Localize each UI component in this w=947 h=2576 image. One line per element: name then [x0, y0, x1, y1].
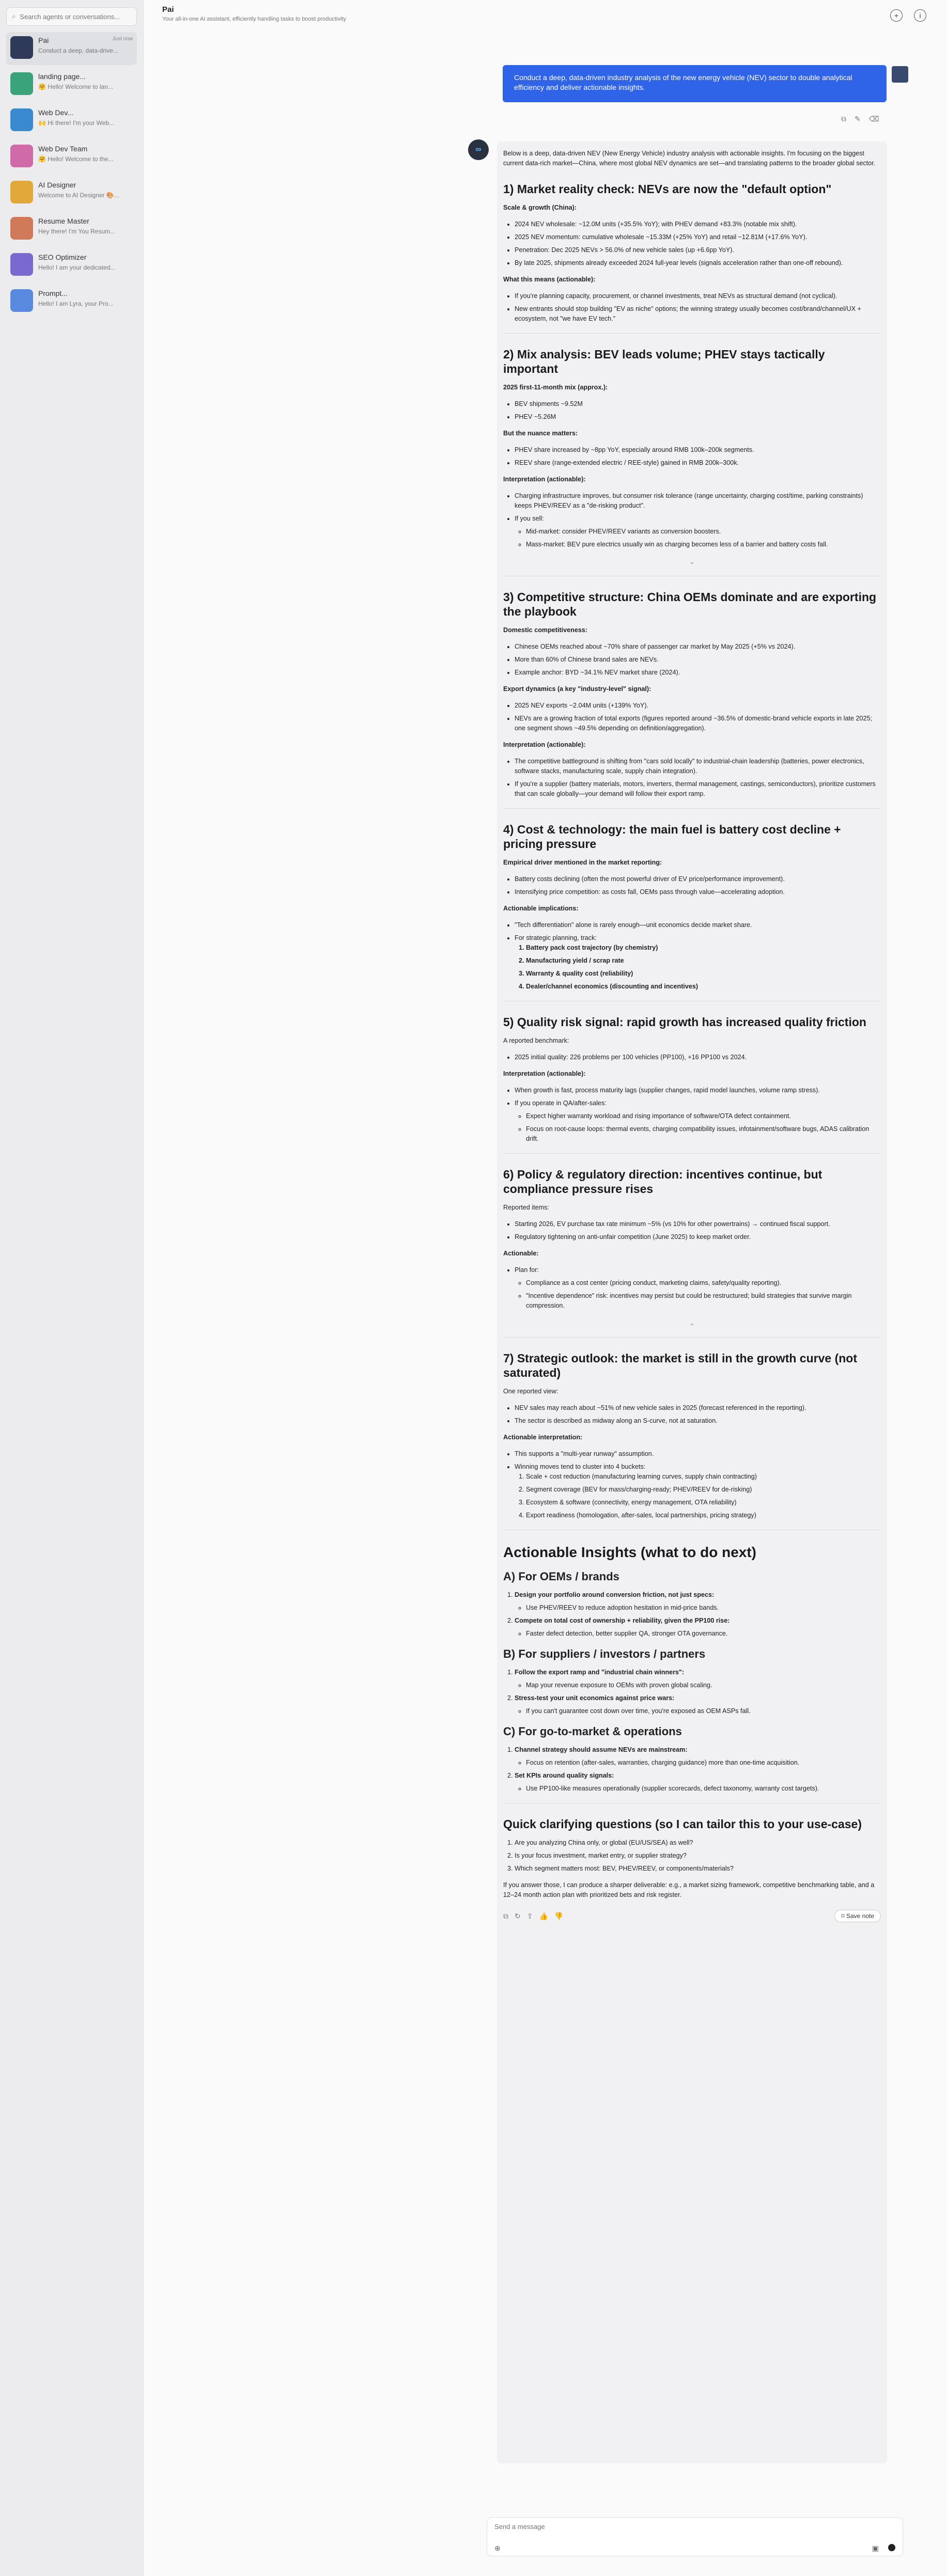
list-item: • REEV share (range-extended electric / REE-style) gained in RMB 200k–300k. [515, 458, 881, 468]
numbered-list [515, 1668, 881, 1716]
thumbs-up-icon[interactable]: 👍 [539, 1911, 548, 1920]
bullet-list [515, 701, 881, 733]
section-label: Actionable: [503, 1250, 539, 1257]
list-item: • Intensifying price competition: as costs fall, OEMs pass through value—accelerating adoption. [515, 887, 881, 897]
section-label: Actionable implications: [503, 905, 579, 912]
list-item [515, 1462, 881, 1520]
list-item: ◦ Mass-market: BEV pure electrics usually win as charging becomes less of a barrier and battery costs fall. [526, 540, 881, 549]
agent-name: SEO Optimizer [38, 253, 87, 261]
list-item: 1. Scale + cost reduction (manufacturing learning curves, supply chain contracting) [526, 1472, 881, 1482]
section-label: But the nuance matters: [503, 430, 578, 437]
list-item: • New entrants should stop building "EV as niche" options; the winning strategy usually becomes cost/brand/channel/UX + ecosystem, not "we have EV tech." [515, 304, 881, 324]
bullet-list [515, 920, 881, 992]
insight-main: Design your portfolio around conversion friction, not just specs: [515, 1591, 715, 1598]
list-item: • The competitive battleground is shifting from "cars sold locally" to industrial-chain leadership (batteries, power electronics, software stacks, manufacturing scale, supply chain integration). [515, 757, 881, 776]
section-label: Interpretation (actionable): [503, 476, 586, 483]
numbered-list [515, 1838, 881, 1874]
section-label: Empirical driver mentioned in the market reporting: [503, 859, 662, 866]
list-item: • NEVs are a growing fraction of total exports (figures reported around ~36.5% of domestic-brand vehicle exports in late 2025; one segment shows ~49.5% depending on definition/aggregation). [515, 714, 881, 733]
agent-name: Pai [38, 36, 49, 44]
list-item [515, 1771, 881, 1794]
send-button[interactable] [888, 2544, 895, 2551]
agent-name: Resume Master [38, 217, 89, 225]
image-icon[interactable]: ▣ [872, 2544, 879, 2552]
list-item: 3. Warranty & quality cost (reliability) [526, 969, 881, 979]
bullet-list [515, 491, 881, 549]
sidebar-item[interactable] [6, 140, 137, 174]
insight-main: Stress-test your unit economics against price wars: [515, 1694, 675, 1702]
insight-b-title: B) For suppliers / investors / partners [503, 1647, 706, 1660]
bullet-list [515, 874, 881, 897]
bullet-list [515, 1219, 881, 1242]
sub-item: ◦ Use PHEV/REEV to reduce adoption hesitation in mid-price bands. [526, 1603, 881, 1613]
bullet-list [515, 1449, 881, 1520]
attach-icon[interactable]: ⊕ [494, 2544, 501, 2552]
section-label: Interpretation (actionable): [503, 1070, 586, 1077]
list-item [515, 1745, 881, 1768]
questions-title: Quick clarifying questions (so I can tailor this to your use-case) [503, 1817, 862, 1831]
section-7-title: 7) Strategic outlook: the market is still in the growth curve (not saturated) [503, 1352, 857, 1379]
list-item: • 2024 NEV wholesale: ~12.0M units (+35.5% YoY); with PHEV demand +83.3% (notable mix shift). [515, 219, 881, 229]
sub-item: ◦ Map your revenue exposure to OEMs with proven global scaling. [526, 1680, 881, 1690]
sidebar-item[interactable] [6, 177, 137, 210]
numbered-list [526, 1472, 881, 1520]
conversation-preview: Hello! I am Lyra, your Pro... [38, 300, 114, 307]
section-label: Actionable interpretation: [503, 1434, 583, 1441]
section-2-title: 2) Mix analysis: BEV leads volume; PHEV stays tactically important [503, 348, 825, 375]
list-item: • 2025 NEV exports ~2.04M units (+139% YoY). [515, 701, 881, 711]
insight-a-title: A) For OEMs / brands [503, 1570, 619, 1583]
sub-item: ◦ Faster defect detection, better supplier QA, stronger OTA governance. [526, 1629, 881, 1639]
section-6-title: 6) Policy & regulatory direction: incentives continue, but compliance pressure rises [503, 1168, 822, 1196]
conversation-preview: 🤗 Hello! Welcome to the... [38, 155, 114, 163]
conversation-preview: Hello! I am your dedicated... [38, 264, 116, 271]
list-item: ◦ Compliance as a cost center (pricing conduct, marketing claims, safety/quality reporting). [526, 1278, 881, 1288]
new-chat-button[interactable] [890, 9, 903, 22]
list-item: • Penetration: Dec 2025 NEVs > 56.0% of new vehicle sales (up +6.6pp YoY). [515, 245, 881, 255]
search-icon: ⌕ [12, 12, 16, 20]
answer-tools [503, 1908, 881, 1924]
agent-avatar [10, 217, 33, 240]
list-item [515, 514, 881, 549]
list-item: 2. Manufacturing yield / scrap rate [526, 956, 881, 966]
list-item: • By late 2025, shipments already exceeded 2024 full-year levels (signals acceleration rather than one-off rebound). [515, 258, 881, 268]
agent-avatar [10, 145, 33, 167]
list-item: • PHEV share increased by ~8pp YoY, especially around RMB 100k–200k segments. [515, 445, 881, 455]
bullet-list [515, 1403, 881, 1426]
insight-main: Set KPIs around quality signals: [515, 1772, 614, 1779]
outro-text: If you answer those, I can produce a sharper deliverable: e.g., a market sizing framework, competitive benchmarking table, and a 12–24 month action plan with prioritized bets and risk register. [503, 1881, 875, 1898]
plus-icon: + [894, 11, 899, 20]
sidebar-item[interactable] [6, 104, 137, 137]
section-label: 2025 first-11-month mix (approx.): [503, 384, 608, 391]
list-item: 1. Are you analyzing China only, or global (EU/US/SEA) as well? [515, 1838, 881, 1848]
sidebar-item[interactable] [6, 68, 137, 101]
sub-item: ◦ Use PP100-like measures operationally (supplier scorecards, defect taxonomy, warranty cost targets). [526, 1784, 881, 1794]
list-item: • "Tech differentiation" alone is rarely enough—unit economics decide market share. [515, 920, 881, 930]
section-label: A reported benchmark: [503, 1037, 569, 1044]
section-label: One reported view: [503, 1388, 558, 1395]
agent-avatar [10, 253, 33, 276]
list-item: ◦ Expect higher warranty workload and rising importance of software/OTA defect containment. [526, 1111, 881, 1121]
chat-title: Pai [162, 5, 174, 14]
thumbs-down-icon[interactable]: 👎 [554, 1911, 564, 1920]
list-item: • 2025 NEV momentum: cumulative wholesale ~15.33M (+25% YoY) and retail ~12.81M (+17.6% YoY). [515, 232, 881, 242]
conversation-preview: 🤗 Hello! Welcome to lan... [38, 83, 113, 90]
agent-name: Prompt... [38, 289, 68, 297]
agent-name: AI Designer [38, 181, 76, 189]
list-item: 1. Battery pack cost trajectory (by chemistry) [526, 943, 881, 953]
conversation-list [6, 32, 137, 318]
chat-header [144, 0, 947, 29]
copy-icon[interactable]: ⧉ [841, 115, 846, 123]
scroll-down-icon[interactable]: ⌄ [689, 1319, 695, 1327]
section-label: Scale & growth (China): [503, 204, 577, 211]
user-message-tools [841, 115, 879, 123]
list-item: • BEV shipments ~9.52M [515, 399, 881, 409]
sidebar-item[interactable] [6, 285, 137, 318]
bullet-list [515, 1086, 881, 1144]
section-label: Interpretation (actionable): [503, 741, 586, 748]
sidebar-item[interactable] [6, 213, 137, 246]
list-label: If you sell: [515, 515, 544, 522]
save-note-button[interactable] [834, 1910, 881, 1922]
insight-main: Channel strategy should assume NEVs are mainstream: [515, 1746, 688, 1753]
list-item: 2. Is your focus investment, market entry, or supplier strategy? [515, 1851, 881, 1861]
list-item: • This supports a "multi-year runway" assumption. [515, 1449, 881, 1459]
bullet-list [515, 1053, 881, 1062]
list-item: • Example anchor: BYD ~34.1% NEV market share (2024). [515, 668, 881, 678]
insight-main: Follow the export ramp and "industrial chain winners": [515, 1669, 685, 1676]
list-item: ◦ Mid-market: consider PHEV/REEV variants as conversion boosters. [526, 527, 881, 537]
list-item: • 2025 initial quality: 226 problems per 100 vehicles (PP100), +16 PP100 vs 2024. [515, 1053, 881, 1062]
agent-avatar [10, 289, 33, 312]
agent-name: landing page... [38, 72, 86, 81]
section-3-title: 3) Competitive structure: China OEMs dominate and are exporting the playbook [503, 590, 877, 618]
intro-text: Below is a deep, data-driven NEV (New Energy Vehicle) industry analysis with actionable insights. I'm focusing on the biggest current data-rich market—China, where most global NEV dynamics are set—and translating patterns to the broader global sector. [503, 150, 876, 167]
assistant-answer [497, 142, 887, 2463]
section-label: Export dynamics (a key "industry-level" signal): [503, 685, 651, 693]
bookmark-icon: ⌑ [841, 1912, 846, 1920]
list-item: • More than 60% of Chinese brand sales are NEVs. [515, 655, 881, 665]
bullet-list [515, 445, 881, 468]
list-label: Winning moves tend to cluster into 4 buckets: [515, 1463, 646, 1470]
list-item: • Regulatory tightening on anti-unfair competition (June 2025) to keep market order. [515, 1232, 881, 1242]
bullet-list [515, 1265, 881, 1311]
sidebar [0, 0, 144, 2576]
list-item: 2. Segment coverage (BEV for mass/charging-ready; PHEV/REEV for de-risking) [526, 1485, 881, 1495]
list-item: 4. Export readiness (homologation, after-sales, local partnerships, pricing strategy) [526, 1511, 881, 1520]
list-item [515, 1590, 881, 1613]
list-item [515, 1668, 881, 1690]
sub-item: ◦ If you can't guarantee cost down over time, you're exposed as OEM ASPs fall. [526, 1706, 881, 1716]
list-item [515, 1265, 881, 1311]
agent-avatar [10, 36, 33, 59]
actionable-insights-title: Actionable Insights (what to do next) [503, 1544, 756, 1560]
sub-list [526, 1111, 881, 1144]
user-avatar [892, 66, 908, 83]
agent-name: Web Dev... [38, 108, 73, 117]
list-item [515, 933, 881, 992]
info-icon: i [919, 11, 921, 20]
regenerate-icon[interactable]: ↻ [515, 1911, 521, 1920]
list-item: • NEV sales may reach about ~51% of new vehicle sales in 2025 (forecast referenced in the reporting). [515, 1403, 881, 1413]
bullet-list [515, 642, 881, 678]
agent-avatar [10, 72, 33, 95]
assistant-avatar: ∞ [468, 139, 489, 160]
section-label: Domestic competitiveness: [503, 626, 588, 634]
agent-name: Web Dev Team [38, 145, 88, 153]
section-label: Reported items: [503, 1204, 549, 1211]
insight-main: Compete on total cost of ownership + reliability, given the PP100 rise: [515, 1617, 730, 1624]
save-note-label: Save note [846, 1912, 874, 1920]
list-item: 4. Dealer/channel economics (discounting and incentives) [526, 982, 881, 992]
insight-c-title: C) For go-to-market & operations [503, 1725, 682, 1738]
sub-list [526, 527, 881, 549]
numbered-list [526, 943, 881, 992]
list-item [515, 1616, 881, 1639]
list-item: • The sector is described as midway along an S-curve, not at saturation. [515, 1416, 881, 1426]
timestamp: Just now [112, 36, 133, 42]
list-item: • Chinese OEMs reached about ~70% share of passenger car market by May 2025 (+5% vs 2024). [515, 642, 881, 652]
scroll-down-icon[interactable]: ⌄ [689, 558, 695, 566]
search-input[interactable] [20, 13, 131, 21]
list-item [515, 1693, 881, 1716]
list-item: • Starting 2026, EV purchase tax rate minimum ~5% (vs 10% for other powertrains) → continued fiscal support. [515, 1219, 881, 1229]
list-item: • Charging infrastructure improves, but consumer risk tolerance (range uncertainty, charging cost/time, parking constraints) keeps PHEV/REEV as a "de-risking product". [515, 491, 881, 511]
list-item: • If you're planning capacity, procurement, or channel investments, treat NEVs as structural demand (not cyclical). [515, 291, 881, 301]
sub-list [526, 1278, 881, 1311]
bullet-list [515, 291, 881, 324]
agent-avatar [10, 108, 33, 131]
list-item: • Battery costs declining (often the most powerful driver of EV price/performance improvement). [515, 874, 881, 884]
list-item: • PHEV ~5.26M [515, 412, 881, 422]
section-4-title: 4) Cost & technology: the main fuel is battery cost decline + pricing pressure [503, 823, 841, 851]
section-label: What this means (actionable): [503, 276, 596, 283]
share-icon[interactable]: ⇪ [526, 1911, 533, 1920]
numbered-list [515, 1745, 881, 1794]
list-label: If you operate in QA/after-sales: [515, 1099, 607, 1107]
list-item: ◦ Focus on root-cause loops: thermal events, charging compatibility issues, infotainment/software bugs, ADAS calibration drift. [526, 1124, 881, 1144]
copy-icon[interactable]: ⧉ [503, 1911, 508, 1920]
chat-subtitle: Your all-in-one AI assistant, efficiently handling tasks to boost productivity [162, 16, 346, 22]
edit-icon[interactable]: ✎ [855, 115, 861, 123]
sidebar-item[interactable] [6, 32, 137, 65]
chat-area [144, 0, 947, 2576]
bullet-list [515, 219, 881, 268]
agent-avatar [10, 181, 33, 203]
list-item: 3. Which segment matters most: BEV, PHEV/REEV, or components/materials? [515, 1864, 881, 1874]
sub-item: ◦ Focus on retention (after-sales, warranties, charging guidance) more than one-time acquisition. [526, 1758, 881, 1768]
conversation-preview: Hey there! I'm You Resum... [38, 228, 116, 235]
delete-icon[interactable]: ⌫ [868, 115, 879, 123]
list-label: For strategic planning, track: [515, 934, 597, 941]
conversation-preview: Conduct a deep, data-drive... [38, 47, 118, 54]
list-label: Plan for: [515, 1266, 539, 1274]
list-item: ◦ "Incentive dependence" risk: incentives may persist but could be restructured; build strategies that survive margin compression. [526, 1291, 881, 1311]
list-item [515, 1098, 881, 1144]
search-box[interactable] [6, 7, 137, 26]
bullet-list [515, 399, 881, 422]
list-item: • When growth is fast, process maturity lags (supplier changes, rapid model launches, volume ramp stress). [515, 1086, 881, 1095]
bullet-list [515, 757, 881, 799]
user-message: Conduct a deep, data-driven industry analysis of the new energy vehicle (NEV) sector to double analytical efficiency and deliver actionable insights. [503, 65, 887, 102]
message-composer [487, 2517, 903, 2556]
section-5-title: 5) Quality risk signal: rapid growth has increased quality friction [503, 1015, 866, 1029]
sidebar-item[interactable] [6, 249, 137, 282]
section-1-title: 1) Market reality check: NEVs are now the "default option" [503, 182, 832, 196]
list-item: • If you're a supplier (battery materials, motors, inverters, thermal management, castings, semiconductors), prioritize customers that can scale globally—your demand will follow their export ramp. [515, 779, 881, 799]
message-input[interactable] [494, 2523, 895, 2538]
list-item: 3. Ecosystem & software (connectivity, energy management, OTA reliability) [526, 1498, 881, 1507]
conversation-preview: Welcome to AI Designer 🎨... [38, 192, 119, 199]
numbered-list [515, 1590, 881, 1639]
info-button[interactable] [914, 9, 926, 22]
conversation-preview: 🙌 Hi there! I'm your Web... [38, 119, 115, 127]
